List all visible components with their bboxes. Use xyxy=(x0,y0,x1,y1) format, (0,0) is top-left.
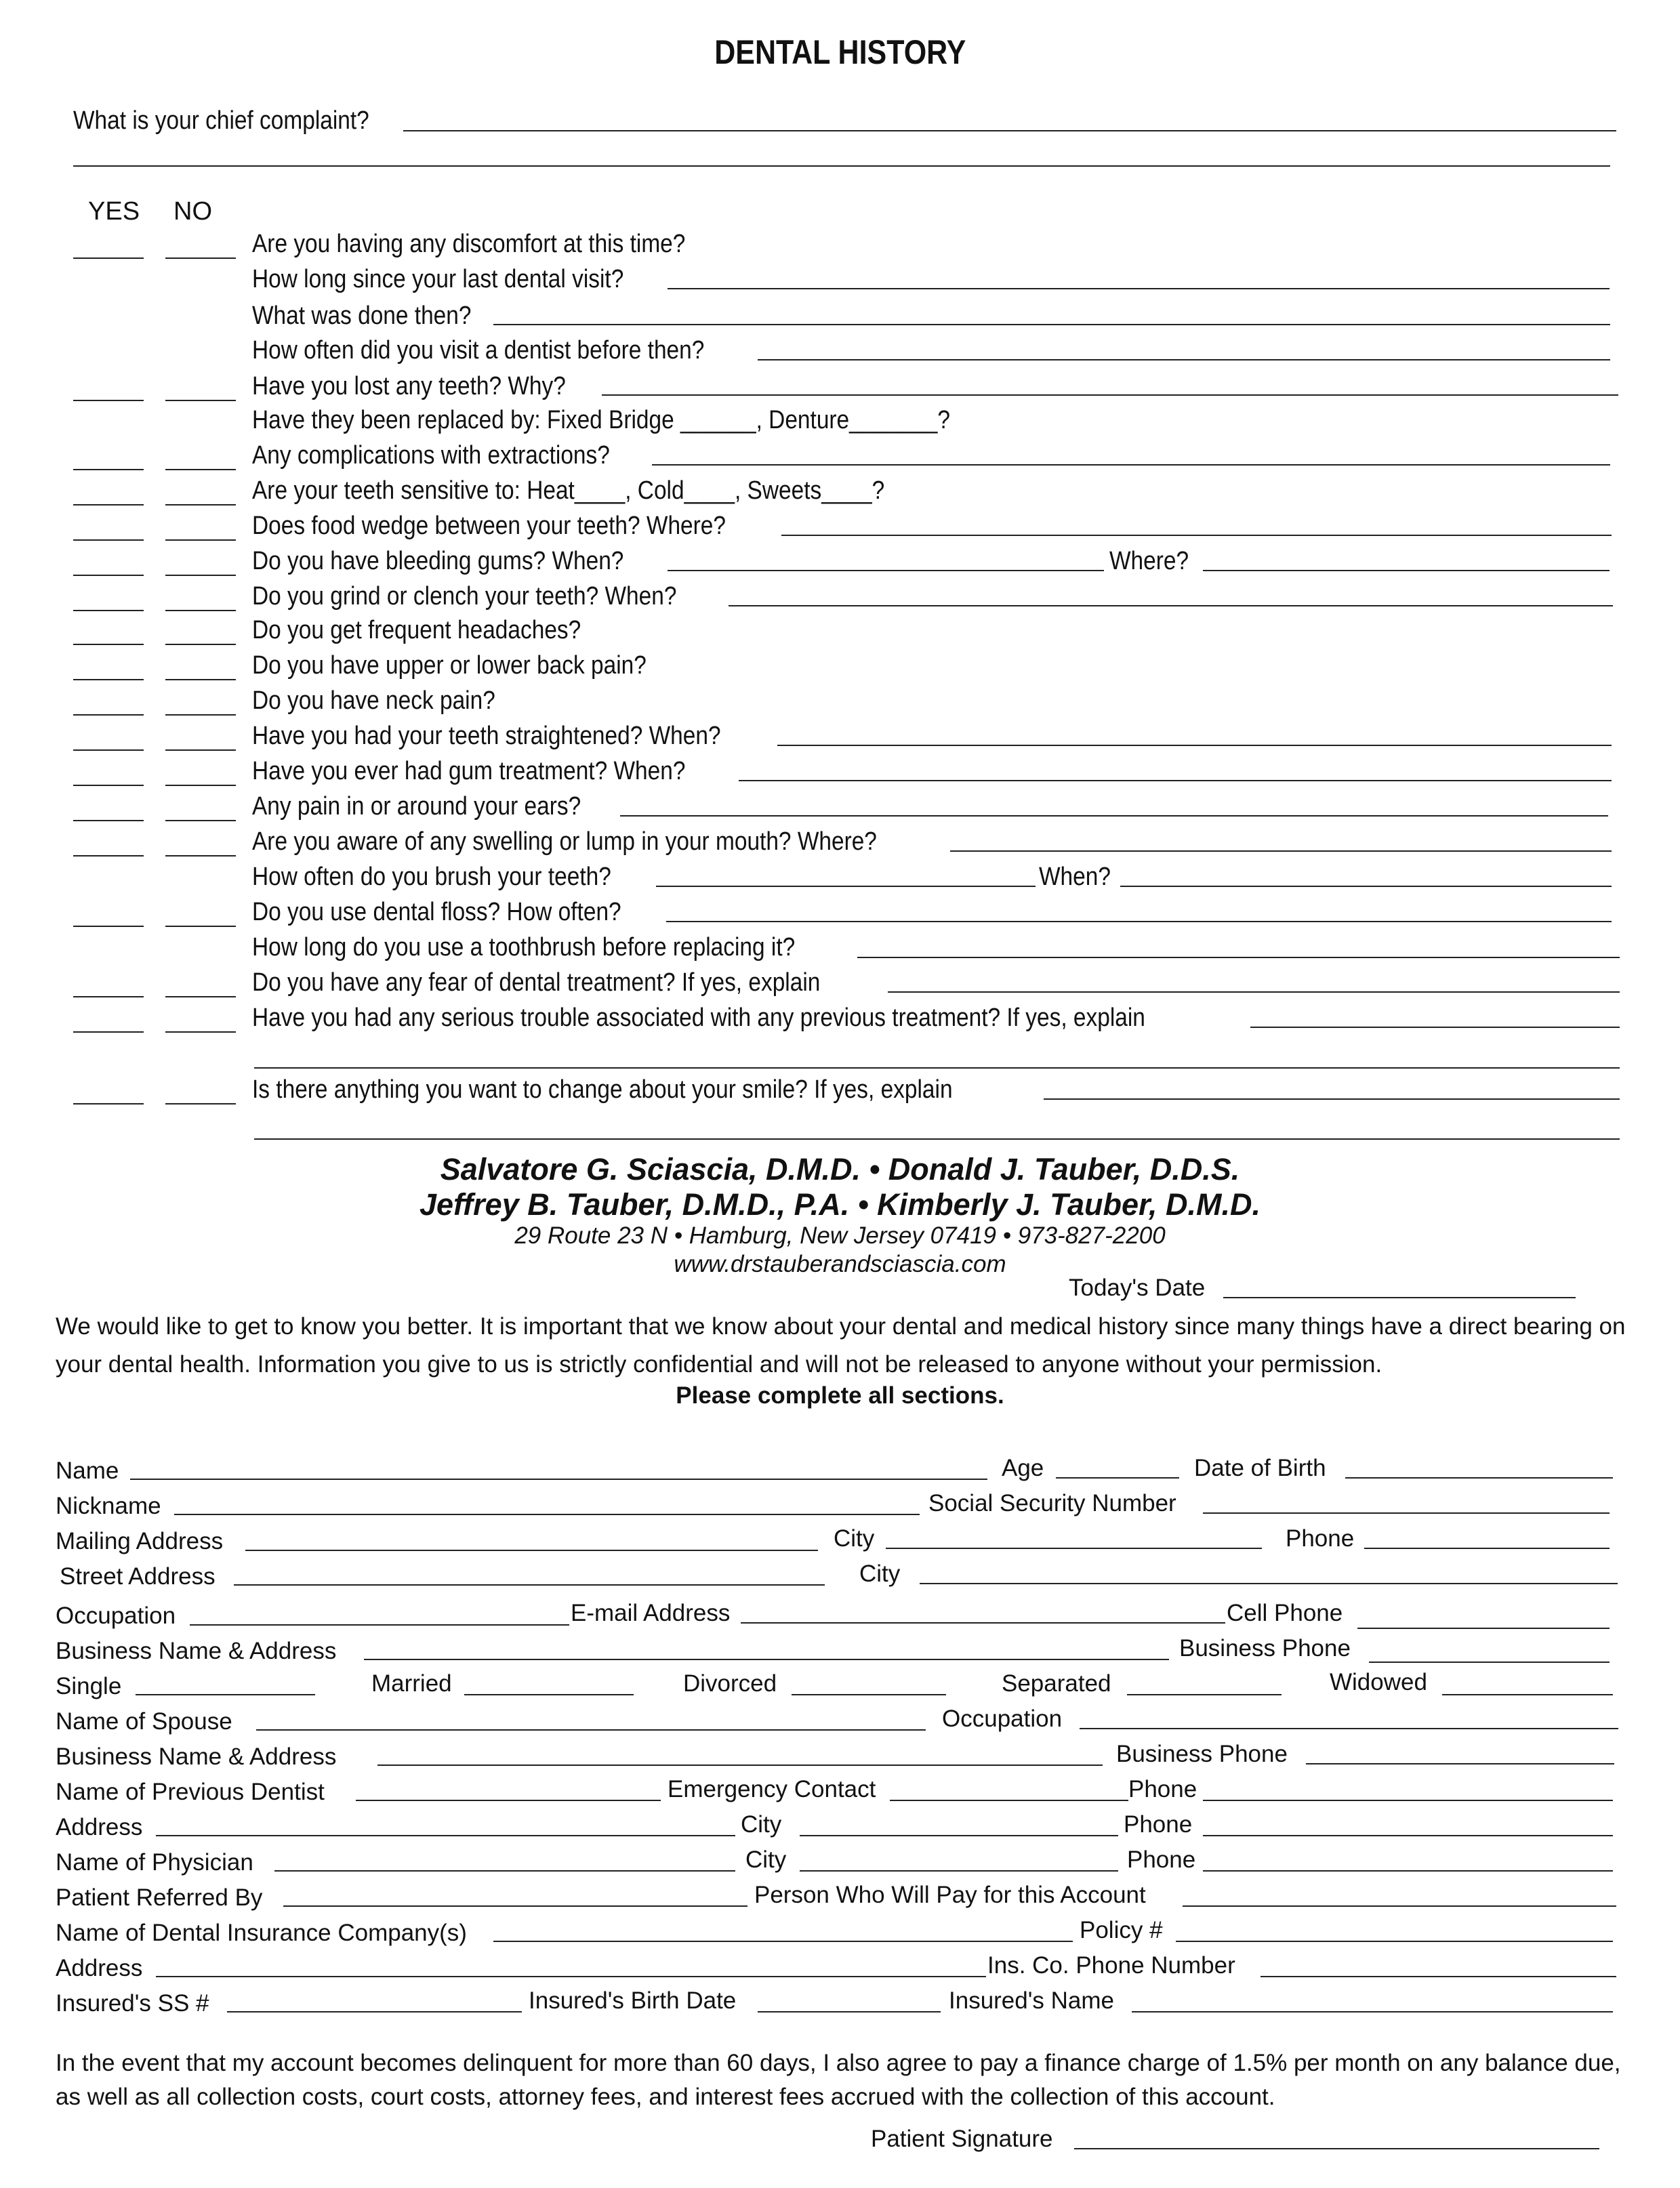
physician-phone-label: Phone xyxy=(1127,1846,1196,1873)
insured-birth-date-label: Insured's Birth Date xyxy=(529,1987,737,2014)
question-back-pain: Do you have upper or lower back pain? xyxy=(252,651,647,680)
signature-label: Patient Signature xyxy=(871,2126,1053,2152)
smile-field-line2[interactable] xyxy=(254,1138,1620,1140)
question-neck-pain: Do you have neck pain? xyxy=(252,686,495,715)
question-food-wedge: Does food wedge between your teeth? Where? xyxy=(252,512,726,540)
separated-field[interactable] xyxy=(1127,1694,1282,1695)
yes-blank[interactable] xyxy=(73,926,144,927)
no-blank[interactable] xyxy=(165,257,236,259)
physician-phone-field[interactable] xyxy=(1203,1870,1613,1872)
straightened-field[interactable] xyxy=(777,745,1612,746)
street-address-label: Street Address xyxy=(60,1563,216,1590)
bleeding-where-field[interactable] xyxy=(1203,570,1610,571)
age-label: Age xyxy=(1002,1455,1044,1481)
yes-blank[interactable] xyxy=(73,575,144,576)
lost-teeth-field[interactable] xyxy=(602,394,1618,396)
question-ear-pain: Any pain in or around your ears? xyxy=(252,792,581,821)
floss-field[interactable] xyxy=(666,921,1612,922)
question-brushing: How often do you brush your teeth? xyxy=(252,863,611,891)
physician-city-field[interactable] xyxy=(800,1870,1118,1872)
chief-complaint-label: What is your chief complaint? xyxy=(73,106,369,135)
dob-field[interactable] xyxy=(1345,1477,1613,1479)
name-label: Name xyxy=(56,1458,119,1484)
finance-charge-note: In the event that my account becomes delinquent for more than 60 days, I also agree to pay a finance charge of 1.5% per month on any balance due, as well as all collection costs, court costs, attorney fees, and interest fees accrued with the collection of this account. xyxy=(56,2050,1621,2110)
referred-by-label: Patient Referred By xyxy=(56,1884,263,1911)
question-bleeding-gums: Do you have bleeding gums? When? xyxy=(252,547,624,575)
question-swelling: Are you aware of any swelling or lump in your mouth? Where? xyxy=(252,827,877,856)
single-field[interactable] xyxy=(136,1694,315,1695)
yes-blank[interactable] xyxy=(73,257,144,259)
question-replaced: Have they been replaced by: Fixed Bridge ______, Denture_______? xyxy=(252,406,950,434)
mailing-address-field[interactable] xyxy=(245,1550,818,1551)
nickname-field[interactable] xyxy=(174,1514,920,1515)
yes-blank[interactable] xyxy=(73,1031,144,1033)
yes-blank[interactable] xyxy=(73,400,144,401)
no-blank[interactable] xyxy=(165,926,236,927)
question-gum-treatment: Have you ever had gum treatment? When? xyxy=(252,757,686,785)
nickname-label: Nickname xyxy=(56,1493,161,1519)
no-blank[interactable] xyxy=(165,714,236,716)
extractions-field[interactable] xyxy=(652,464,1610,466)
question-extractions: Any complications with extractions? xyxy=(252,441,610,470)
widowed-label: Widowed xyxy=(1330,1669,1427,1695)
bleeding-when-field[interactable] xyxy=(668,570,1104,571)
dentist-phone-label: Phone xyxy=(1124,1811,1193,1838)
yes-blank[interactable] xyxy=(73,820,144,821)
no-blank[interactable] xyxy=(165,855,236,856)
smile-field[interactable] xyxy=(1044,1098,1620,1100)
insurance-company-field[interactable] xyxy=(493,1941,1073,1942)
yes-blank[interactable] xyxy=(73,714,144,716)
no-blank[interactable] xyxy=(165,469,236,470)
no-blank[interactable] xyxy=(165,1031,236,1033)
street-city-label: City xyxy=(859,1561,901,1587)
mailing-address-label: Mailing Address xyxy=(56,1528,224,1554)
no-blank[interactable] xyxy=(165,644,236,645)
yes-blank[interactable] xyxy=(73,996,144,997)
question-visit-frequency: How often did you visit a dentist before then? xyxy=(252,336,705,365)
question-straightened: Have you had your teeth straightened? When? xyxy=(252,722,721,750)
insured-name-field[interactable] xyxy=(1132,2011,1613,2012)
emergency-phone-label: Phone xyxy=(1128,1776,1197,1802)
insured-ss-field[interactable] xyxy=(227,2011,522,2012)
email-field[interactable] xyxy=(741,1622,1225,1624)
spouse-occupation-field[interactable] xyxy=(1080,1728,1618,1729)
yes-blank[interactable] xyxy=(73,749,144,751)
dentist-address-field[interactable] xyxy=(156,1835,735,1836)
no-blank[interactable] xyxy=(165,996,236,997)
gum-treatment-field[interactable] xyxy=(739,780,1612,781)
question-floss: Do you use dental floss? How often? xyxy=(252,898,621,926)
question-toothbrush: How long do you use a toothbrush before replacing it? xyxy=(252,933,796,962)
yes-blank[interactable] xyxy=(73,539,144,541)
mailing-city-label: City xyxy=(834,1525,875,1552)
mailing-phone-field[interactable] xyxy=(1364,1548,1610,1549)
spouse-business-phone-label: Business Phone xyxy=(1116,1741,1288,1767)
todays-date-label: Today's Date xyxy=(1069,1275,1206,1301)
insured-name-label: Insured's Name xyxy=(949,1987,1115,2014)
no-column-header: NO xyxy=(173,197,212,226)
yes-blank[interactable] xyxy=(73,469,144,470)
emergency-phone-field[interactable] xyxy=(1203,1800,1613,1801)
yes-blank[interactable] xyxy=(73,610,144,611)
dentist-city-label: City xyxy=(741,1811,782,1838)
chief-complaint-field-line2[interactable] xyxy=(73,165,1610,167)
yes-column-header: YES xyxy=(88,197,140,226)
page-title-text: DENTAL HISTORY xyxy=(714,33,966,71)
spouse-business-phone-field[interactable] xyxy=(1306,1763,1614,1764)
instruction-text: Please complete all sections. xyxy=(676,1382,1004,1409)
letterhead-website: www.drstauberandsciascia.com xyxy=(674,1251,1006,1277)
no-blank[interactable] xyxy=(165,749,236,751)
married-field[interactable] xyxy=(464,1694,634,1695)
no-blank[interactable] xyxy=(165,820,236,821)
previous-dentist-label: Name of Previous Dentist xyxy=(56,1779,325,1805)
married-label: Married xyxy=(371,1670,452,1697)
question-grind: Do you grind or clench your teeth? When? xyxy=(252,582,677,611)
street-city-field[interactable] xyxy=(920,1583,1618,1584)
chief-complaint-field[interactable] xyxy=(403,130,1616,131)
insurance-company-label: Name of Dental Insurance Company(s) xyxy=(56,1920,467,1946)
bleeding-where-label: Where? xyxy=(1109,547,1189,575)
emergency-contact-label: Emergency Contact xyxy=(668,1776,876,1802)
business-name-address-label: Business Name & Address xyxy=(56,1638,337,1664)
dentist-address-label: Address xyxy=(56,1814,143,1840)
intro-paragraph: We would like to get to know you better. It is important that we know about your dental and medical history since many things have a direct bearing on your dental health. Information you give to us is strictly confidential and will not be released to anyone without your permission. xyxy=(56,1313,1626,1378)
spouse-business-label: Business Name & Address xyxy=(56,1743,337,1770)
todays-date-field[interactable] xyxy=(1223,1297,1576,1298)
yes-blank[interactable] xyxy=(73,679,144,680)
no-blank[interactable] xyxy=(165,539,236,541)
emergency-contact-field[interactable] xyxy=(890,1800,1128,1801)
ins-phone-field[interactable] xyxy=(1261,1976,1616,1977)
page-title xyxy=(0,33,1680,72)
payer-field[interactable] xyxy=(1183,1905,1616,1907)
brushing-frequency-field[interactable] xyxy=(656,886,1036,887)
question-serious-trouble: Have you had any serious trouble associated with any previous treatment? If yes, explain xyxy=(252,1004,1145,1032)
no-blank[interactable] xyxy=(165,679,236,680)
question-what-done: What was done then? xyxy=(252,302,472,330)
ins-phone-label: Ins. Co. Phone Number xyxy=(987,1952,1235,1979)
brushing-when-label: When? xyxy=(1039,863,1111,891)
question-discomfort: Are you having any discomfort at this time? xyxy=(252,230,686,258)
email-label: E-mail Address xyxy=(571,1600,731,1626)
question-headaches: Do you get frequent headaches? xyxy=(252,616,581,644)
spouse-business-field[interactable] xyxy=(377,1764,1103,1766)
physician-city-label: City xyxy=(745,1846,787,1873)
yes-blank[interactable] xyxy=(73,785,144,786)
cell-phone-label: Cell Phone xyxy=(1227,1600,1343,1626)
spouse-field[interactable] xyxy=(256,1729,926,1731)
occupation-field[interactable] xyxy=(190,1624,569,1626)
ssn-field[interactable] xyxy=(1203,1512,1610,1514)
mailing-city-field[interactable] xyxy=(886,1548,1262,1549)
no-blank[interactable] xyxy=(165,610,236,611)
spouse-occupation-label: Occupation xyxy=(942,1706,1063,1732)
insurance-address-label: Address xyxy=(56,1955,143,1981)
separated-label: Separated xyxy=(1002,1670,1111,1697)
letterhead-doctors-line1: Salvatore G. Sciascia, D.M.D. • Donald J. Tauber, D.D.S. xyxy=(440,1152,1240,1186)
business-phone-label: Business Phone xyxy=(1179,1635,1351,1661)
question-lost-teeth: Have you lost any teeth? Why? xyxy=(252,372,566,400)
letterhead-doctors-line2: Jeffrey B. Tauber, D.M.D., P.A. • Kimberly J. Tauber, D.M.D. xyxy=(419,1187,1261,1222)
yes-blank[interactable] xyxy=(73,855,144,856)
brushing-when-field[interactable] xyxy=(1120,886,1612,887)
dentist-phone-field[interactable] xyxy=(1203,1835,1613,1836)
spouse-label: Name of Spouse xyxy=(56,1708,232,1735)
single-label: Single xyxy=(56,1673,122,1699)
insured-ss-label: Insured's SS # xyxy=(56,1990,209,2017)
visit-frequency-field[interactable] xyxy=(758,359,1610,360)
grind-field[interactable] xyxy=(729,605,1613,606)
policy-label: Policy # xyxy=(1080,1917,1163,1943)
toothbrush-field[interactable] xyxy=(857,957,1620,958)
letterhead-address: 29 Route 23 N • Hamburg, New Jersey 07419 • 973-827-2200 xyxy=(514,1222,1166,1249)
last-visit-field[interactable] xyxy=(668,288,1610,289)
name-field[interactable] xyxy=(130,1479,987,1480)
dob-label: Date of Birth xyxy=(1194,1455,1326,1481)
ssn-label: Social Security Number xyxy=(928,1490,1176,1516)
physician-field[interactable] xyxy=(274,1870,735,1872)
swelling-field[interactable] xyxy=(950,850,1612,852)
payer-label: Person Who Will Pay for this Account xyxy=(754,1882,1146,1908)
question-last-visit: How long since your last dental visit? xyxy=(252,265,624,293)
question-fear: Do you have any fear of dental treatment? If yes, explain xyxy=(252,968,821,997)
business-phone-field[interactable] xyxy=(1369,1661,1610,1663)
signature-field[interactable] xyxy=(1074,2148,1599,2149)
business-name-address-field[interactable] xyxy=(364,1659,1169,1660)
no-blank[interactable] xyxy=(165,785,236,786)
age-field[interactable] xyxy=(1056,1477,1179,1479)
no-blank[interactable] xyxy=(165,1103,236,1105)
fear-field[interactable] xyxy=(888,991,1620,993)
question-sensitive: Are your teeth sensitive to: Heat____, Cold____, Sweets____? xyxy=(252,476,885,505)
no-blank[interactable] xyxy=(165,575,236,576)
yes-blank[interactable] xyxy=(73,1103,144,1105)
serious-trouble-field-line2[interactable] xyxy=(254,1067,1620,1069)
yes-blank[interactable] xyxy=(73,644,144,645)
divorced-label: Divorced xyxy=(683,1670,777,1697)
no-blank[interactable] xyxy=(165,400,236,401)
referred-by-field[interactable] xyxy=(283,1905,747,1907)
what-done-field[interactable] xyxy=(493,324,1610,325)
yes-blank[interactable] xyxy=(73,504,144,505)
occupation-label: Occupation xyxy=(56,1603,176,1629)
food-wedge-field[interactable] xyxy=(781,535,1612,536)
question-smile: Is there anything you want to change about your smile? If yes, explain xyxy=(252,1075,953,1104)
physician-label: Name of Physician xyxy=(56,1849,253,1876)
divorced-field[interactable] xyxy=(792,1694,946,1695)
cell-phone-field[interactable] xyxy=(1357,1628,1610,1629)
insured-birth-date-field[interactable] xyxy=(758,2011,941,2012)
no-blank[interactable] xyxy=(165,504,236,505)
widowed-field[interactable] xyxy=(1442,1694,1613,1695)
insurance-address-field[interactable] xyxy=(156,1976,986,1977)
dentist-city-field[interactable] xyxy=(800,1835,1118,1836)
street-address-field[interactable] xyxy=(234,1584,825,1586)
ear-pain-field[interactable] xyxy=(620,815,1608,817)
previous-dentist-field[interactable] xyxy=(356,1800,661,1801)
policy-field[interactable] xyxy=(1176,1941,1613,1942)
serious-trouble-field[interactable] xyxy=(1250,1027,1620,1028)
mailing-phone-label: Phone xyxy=(1286,1525,1355,1552)
